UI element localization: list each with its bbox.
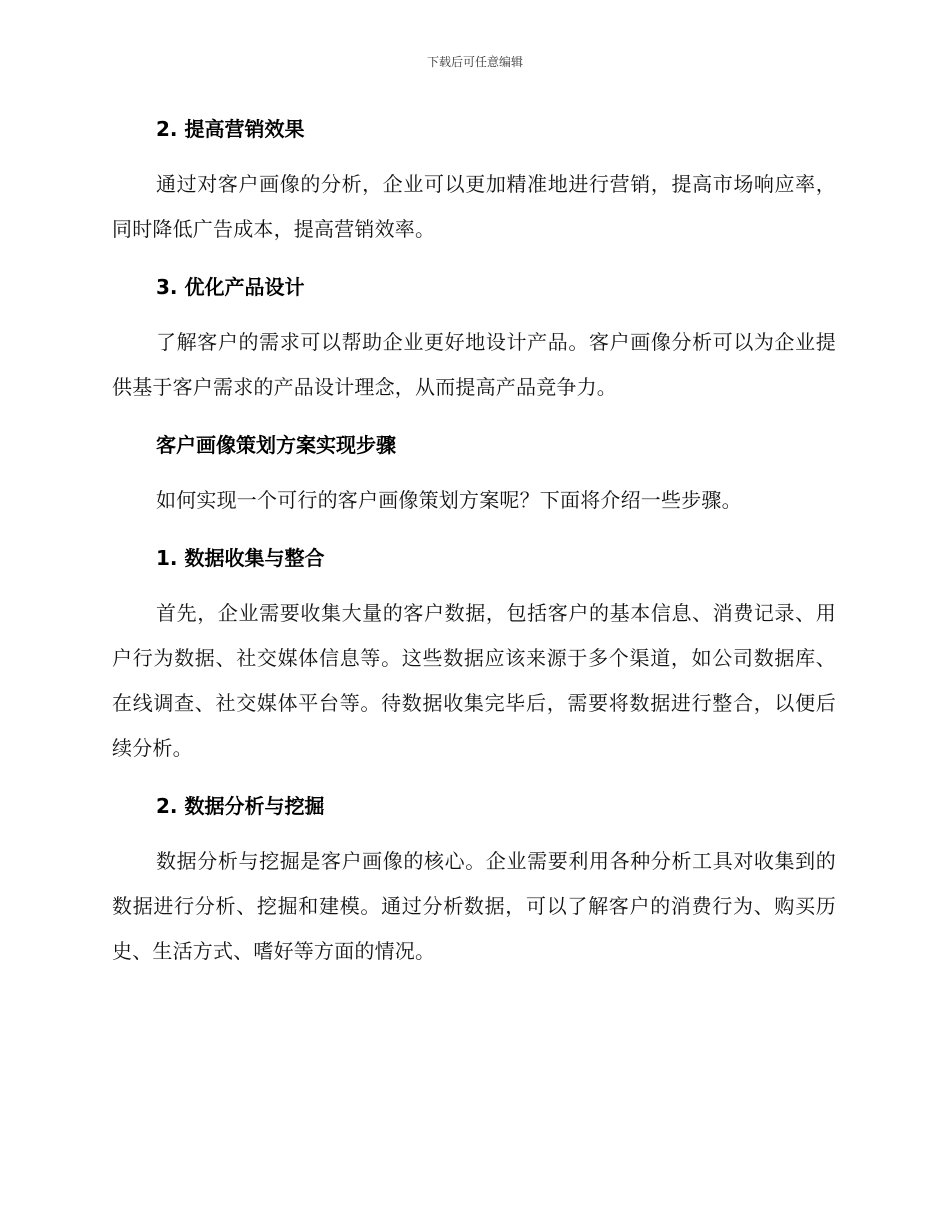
paragraph-implementation-intro: 如何实现一个可行的客户画像策划方案呢？下面将介绍一些步骤。 xyxy=(156,488,742,512)
document-body xyxy=(112,112,836,974)
section-heading-optimize-product: 3. 优化产品设计 xyxy=(156,275,305,299)
section-heading-implementation-steps: 客户画像策划方案实现步骤 xyxy=(156,433,396,457)
section-heading-data-collection: 1. 数据收集与整合 xyxy=(156,546,325,570)
paragraph-data-analysis: 数据分析与挖掘是客户画像的核心。企业需要利用各种分析工具对收集到的数据进行分析、挖掘和建模。通过分析数据，可以了解客户的消费行为、购买历史、生活方式、嗜好等方面的情况。 xyxy=(112,849,836,963)
paragraph-improve-marketing: 通过对客户画像的分析，企业可以更加精准地进行营销，提高市场响应率，同时降低广告成本，提高营销效率。 xyxy=(112,172,836,241)
section-heading-improve-marketing: 2. 提高营销效果 xyxy=(156,117,305,141)
section-heading-data-analysis: 2. 数据分析与挖掘 xyxy=(156,794,325,818)
header-note: 下载后可任意编辑 xyxy=(426,55,523,69)
paragraph-optimize-product: 了解客户的需求可以帮助企业更好地设计产品。客户画像分析可以为企业提供基于客户需求的产品设计理念，从而提高产品竞争力。 xyxy=(112,330,836,399)
paragraph-data-collection: 首先，企业需要收集大量的客户数据，包括客户的基本信息、消费记录、用户行为数据、社交媒体信息等。这些数据应该来源于多个渠道，如公司数据库、在线调查、社交媒体平台等。待数据收集完毕后，需要将数据进行整合，以便后续分析。 xyxy=(112,601,836,760)
